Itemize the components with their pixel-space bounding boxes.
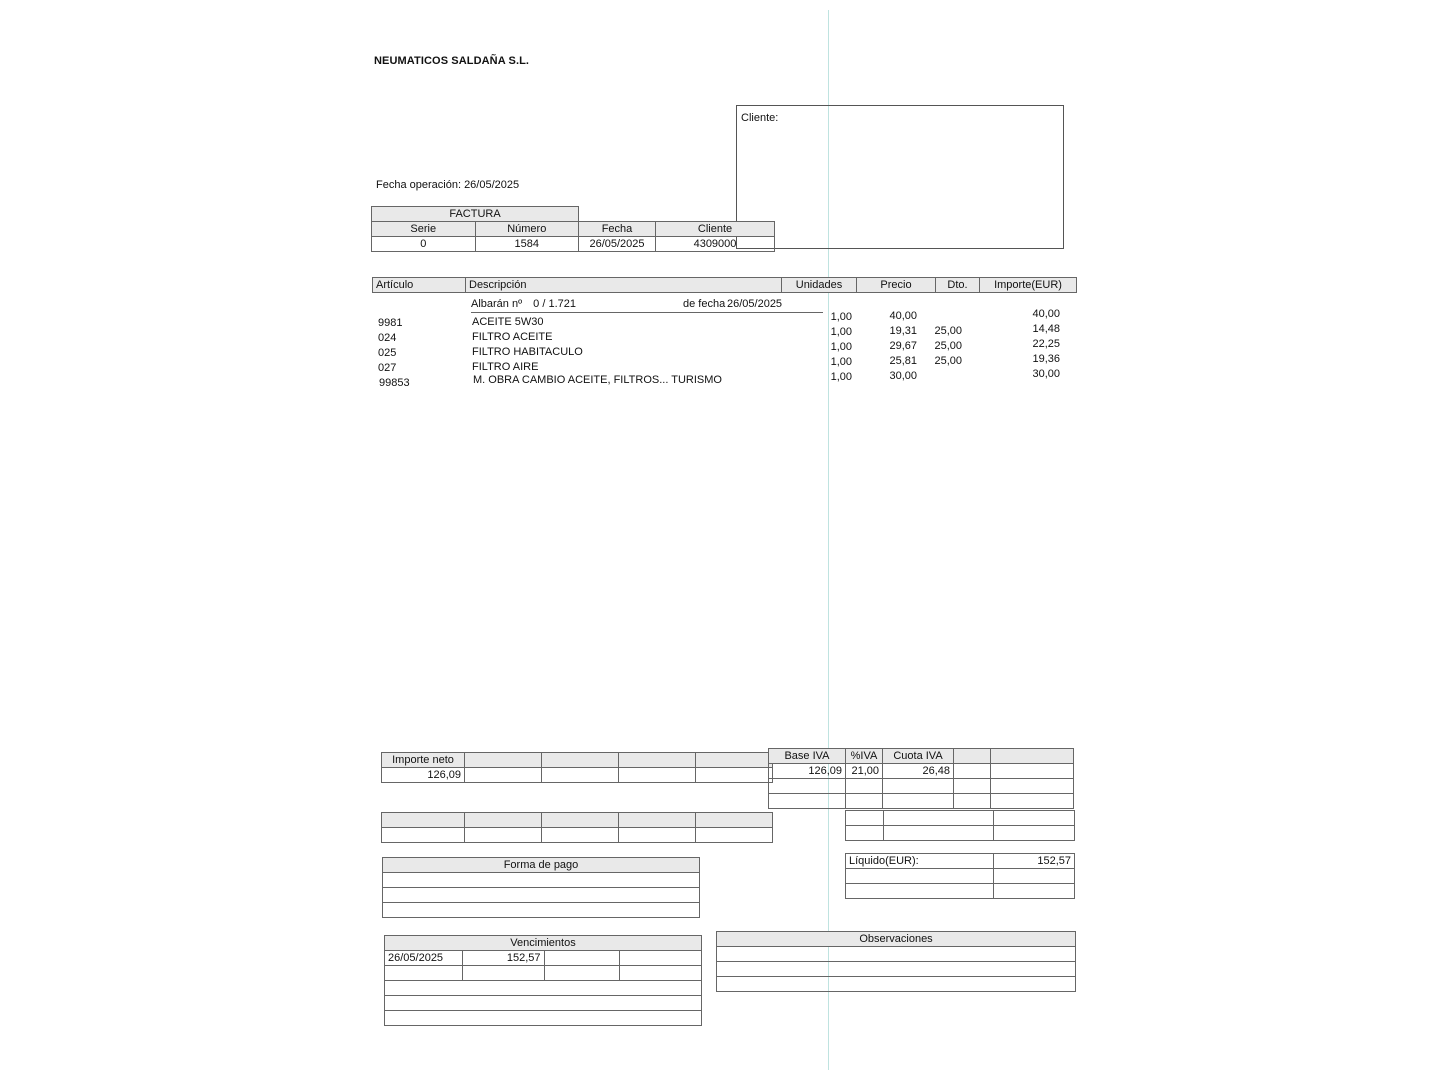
liquido-value: 152,57: [994, 854, 1075, 869]
cuota-iva-value: 26,48: [883, 764, 954, 779]
item-unidades: 1,00: [830, 341, 852, 353]
pct-iva-value: 21,00: [846, 764, 883, 779]
item-unidades: 1,00: [830, 371, 852, 383]
factura-header-serie: Serie: [372, 222, 476, 237]
albaran-label: Albarán nº: [471, 298, 523, 310]
items-header: [372, 277, 1077, 293]
fecha-operacion-label: Fecha operación:: [376, 179, 461, 191]
item-precio: 19,31: [889, 325, 917, 337]
fecha-operacion: [376, 179, 519, 191]
liquido-table: [845, 853, 1075, 899]
header-importe: Importe(EUR): [980, 278, 1077, 293]
item-importe: 19,36: [1032, 353, 1060, 365]
cliente-box: [736, 105, 1064, 249]
item-importe: 22,25: [1032, 338, 1060, 350]
albaran-fecha-label: de fecha: [683, 298, 726, 310]
factura-table: [371, 206, 775, 252]
observaciones-table: [716, 931, 1076, 992]
forma-pago-title: Forma de pago: [383, 858, 700, 873]
item-precio: 40,00: [889, 310, 917, 322]
item-dto: 25,00: [934, 355, 962, 367]
item-unidades: 1,00: [830, 326, 852, 338]
item-descripcion: FILTRO HABITACULO: [472, 346, 583, 358]
header-dto: Dto.: [936, 278, 980, 293]
importe-neto-table: [381, 752, 773, 783]
item-descripcion: M. OBRA CAMBIO ACEITE, FILTROS... TURISMO: [473, 374, 722, 386]
factura-title: FACTURA: [372, 207, 579, 222]
vencimientos-title: Vencimientos: [385, 936, 702, 951]
header-unidades: Unidades: [782, 278, 857, 293]
factura-header-numero: Número: [475, 222, 579, 237]
item-descripcion: ACEITE 5W30: [472, 316, 544, 328]
header-descripcion: Descripción: [466, 278, 782, 293]
vencimientos-table: [384, 935, 702, 1026]
vencimiento-fecha: 26/05/2025: [385, 951, 463, 966]
item-descripcion: FILTRO AIRE: [472, 361, 539, 373]
item-articulo: 024: [378, 332, 397, 344]
base-iva-label: Base IVA: [769, 749, 846, 764]
item-importe: 14,48: [1032, 323, 1060, 335]
item-precio: 30,00: [889, 370, 917, 382]
albaran-fecha: 26/05/2025: [727, 298, 783, 310]
albaran-number: 0 / 1.721: [533, 298, 576, 310]
header-precio: Precio: [857, 278, 936, 293]
item-precio: 25,81: [889, 355, 917, 367]
item-importe: 40,00: [1032, 308, 1060, 320]
vencimiento-importe: 152,57: [462, 951, 544, 966]
factura-cliente: 4309000: [656, 237, 775, 252]
item-importe: 30,00: [1032, 368, 1060, 380]
item-descripcion: FILTRO ACEITE: [472, 331, 553, 343]
company-name: NEUMATICOS SALDAÑA S.L.: [374, 55, 530, 67]
pct-iva-label: %IVA: [846, 749, 883, 764]
item-dto: 25,00: [934, 340, 962, 352]
item-articulo: 9981: [378, 317, 403, 329]
factura-serie: 0: [372, 237, 476, 252]
liquido-label: Líquido(EUR):: [846, 854, 994, 869]
item-dto: 25,00: [934, 325, 962, 337]
albaran-line: [471, 298, 823, 313]
factura-numero: 1584: [475, 237, 579, 252]
item-unidades: 1,00: [830, 356, 852, 368]
header-articulo: Artículo: [373, 278, 466, 293]
item-precio: 29,67: [889, 340, 917, 352]
iva-table: [768, 748, 1074, 809]
item-unidades: 1,00: [830, 311, 852, 323]
item-articulo: 025: [378, 347, 397, 359]
factura-fecha: 26/05/2025: [579, 237, 656, 252]
forma-pago-table: [382, 857, 700, 918]
factura-header-fecha: Fecha: [579, 222, 656, 237]
importe-neto-value: 126,09: [382, 768, 465, 783]
item-articulo: 027: [378, 362, 397, 374]
fecha-operacion-value: 26/05/2025: [464, 179, 520, 191]
base-iva-value: 126,09: [769, 764, 846, 779]
item-articulo: 99853: [379, 377, 410, 389]
cliente-label: Cliente:: [741, 112, 779, 124]
right-blank-grid: [845, 810, 1075, 841]
observaciones-title: Observaciones: [717, 932, 1076, 947]
cuota-iva-label: Cuota IVA: [883, 749, 954, 764]
importe-neto-label: Importe neto: [382, 753, 465, 768]
factura-header-cliente: Cliente: [656, 222, 775, 237]
blank-grid: [381, 812, 773, 843]
